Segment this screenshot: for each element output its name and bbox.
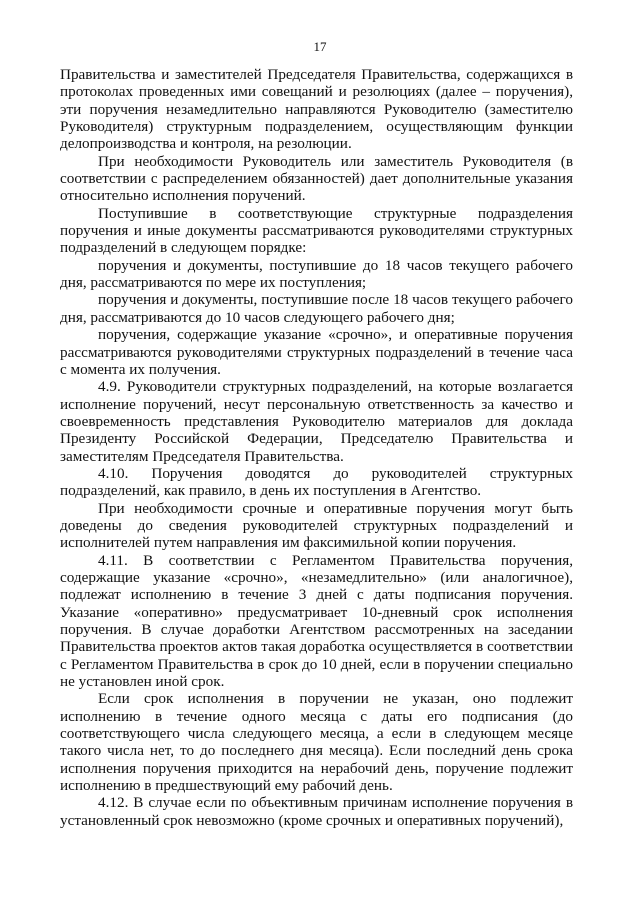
paragraph: поручения и документы, поступившие после 18 часов текущего рабочего дня, рассматриваются до 10 часов следующего рабочего дня; <box>60 291 573 326</box>
paragraph: Поступившие в соответствующие структурные подразделения поручения и иные документы рассматриваются руководителями структурных подразделений в следующем порядке: <box>60 204 573 257</box>
body-text <box>60 66 573 829</box>
paragraph: При необходимости срочные и оперативные поручения могут быть доведены до сведения руководителей структурных подразделений и исполнителей путем направления им факсимильной копии поручения. <box>60 499 573 552</box>
page-number: 17 <box>313 39 327 54</box>
paragraph-continued: Правительства и заместителей Председателя Правительства, содержащихся в протоколах проведенных ими совещаний и резолюциях (далее – поручения), эти поручения незамедлительно направляются Руководителю (заместителю Руководителя) структурным подразделением, осуществляющим функции делопроизводства и контроля, на резолюции. <box>60 66 573 153</box>
paragraph: При необходимости Руководитель или заместитель Руководителя (в соответствии с распределением обязанностей) дает дополнительные указания относительно исполнения поручений. <box>60 152 573 205</box>
paragraph-4-12: 4.12. В случае если по объективным причинам исполнение поручения в установленный срок невозможно (кроме срочных и оперативных поручений), <box>60 794 573 829</box>
paragraph: поручения, содержащие указание «срочно», и оперативные поручения рассматриваются руководителями структурных подразделений в течение часа с момента их получения. <box>60 326 573 378</box>
paragraph: поручения и документы, поступившие до 18 часов текущего рабочего дня, рассматриваются по мере их поступления; <box>60 256 573 292</box>
paragraph: Если срок исполнения в поручении не указан, оно подлежит исполнению в течение одного месяца с даты его подписания (до соответствующего числа следующего месяца, а если в следующем месяце такого числа нет, то до последнего дня месяца). Если последний день срока исполнения поручения приходится на нерабочий день, поручение подлежит исполнению в предшествующий ему рабочий день. <box>60 690 573 795</box>
paragraph-4-11: 4.11. В соответствии с Регламентом Правительства поручения, содержащие указание «срочно», «незамедлительно» (или аналогичное), подлежат исполнению в течение 3 дней с даты подписания поручения. Указание «оперативно» предусматривает 10-дневный срок исполнения поручения. В случае доработки Агентством рассмотренных на заседании Правительства проектов актов такая доработка осуществляется в соответствии с Регламентом Правительства в срок до 10 дней, если в поручении специально не установлен иной срок. <box>60 551 573 691</box>
paragraph-4-9: 4.9. Руководители структурных подразделений, на которые возлагается исполнение поручений, несут персональную ответственность за качество и своевременность представления Руководителю материалов для доклада Президенту Российской Федерации, Председателю Правительства и заместителям Председателя Правительства. <box>60 378 573 465</box>
paragraph-4-10: 4.10. Поручения доводятся до руководителей структурных подразделений, как правило, в день их поступления в Агентство. <box>60 464 573 500</box>
